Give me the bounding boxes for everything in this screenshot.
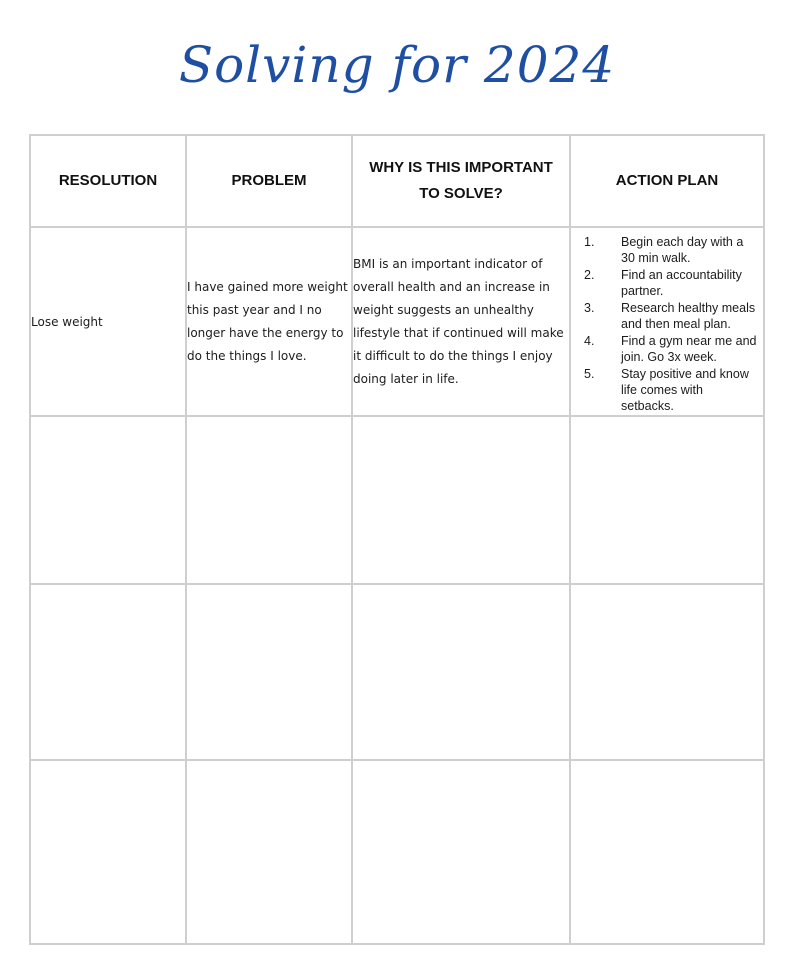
- action-plan-list: [571, 234, 763, 414]
- action-plan-text: Begin each day with a 30 min walk.: [621, 235, 744, 265]
- action-plan-number: 3.: [584, 301, 595, 315]
- cell-action-plan[interactable]: [570, 227, 764, 416]
- action-plan-text: Stay positive and know life comes with setbacks.: [621, 367, 749, 413]
- action-plan-item: [571, 267, 763, 299]
- cell-problem[interactable]: I have gained more weight this past year and I no longer have the energy to do the things I love.: [186, 227, 352, 416]
- action-plan-text: Research healthy meals and then meal plan.: [621, 301, 756, 331]
- action-plan-item: [571, 366, 763, 414]
- table-header-row: [30, 135, 764, 227]
- action-plan-number: 2.: [584, 268, 595, 282]
- empty-cell-why-important[interactable]: [352, 416, 570, 584]
- header-problem: PROBLEM: [186, 135, 352, 227]
- cell-why-important[interactable]: BMI is an important indicator of overall health and an increase in weight suggests an unhealthy lifestyle that if continued will make it difficult to do the things I enjoy doing later in life.: [352, 227, 570, 416]
- resolution-table: [29, 134, 765, 945]
- action-plan-item: [571, 333, 763, 365]
- table-row-empty: [30, 416, 764, 584]
- header-action-plan: ACTION PLAN: [570, 135, 764, 227]
- action-plan-item: [571, 300, 763, 332]
- empty-cell-why-important[interactable]: [352, 760, 570, 944]
- empty-cell-action-plan[interactable]: [570, 584, 764, 760]
- empty-cell-resolution[interactable]: [30, 416, 186, 584]
- page-title: Solving for 2024: [178, 36, 616, 94]
- action-plan-item: [571, 234, 763, 266]
- action-plan-number: 4.: [584, 334, 595, 348]
- empty-cell-action-plan[interactable]: [570, 416, 764, 584]
- action-plan-text: Find a gym near me and join. Go 3x week.: [621, 334, 757, 364]
- action-plan-number: 5.: [584, 367, 595, 381]
- empty-cell-action-plan[interactable]: [570, 760, 764, 944]
- header-resolution: RESOLUTION: [30, 135, 186, 227]
- empty-cell-problem[interactable]: [186, 416, 352, 584]
- table-row: [30, 227, 764, 416]
- empty-cell-problem[interactable]: [186, 584, 352, 760]
- empty-cell-resolution[interactable]: [30, 584, 186, 760]
- empty-cell-problem[interactable]: [186, 760, 352, 944]
- empty-cell-resolution[interactable]: [30, 760, 186, 944]
- action-plan-number: 1.: [584, 235, 595, 249]
- cell-resolution[interactable]: Lose weight: [30, 227, 186, 416]
- table-row-empty: [30, 584, 764, 760]
- header-why-important: WHY IS THIS IMPORTANT TO SOLVE?: [352, 135, 570, 227]
- table-row-empty: [30, 760, 764, 944]
- empty-cell-why-important[interactable]: [352, 584, 570, 760]
- action-plan-text: Find an accountability partner.: [621, 268, 742, 298]
